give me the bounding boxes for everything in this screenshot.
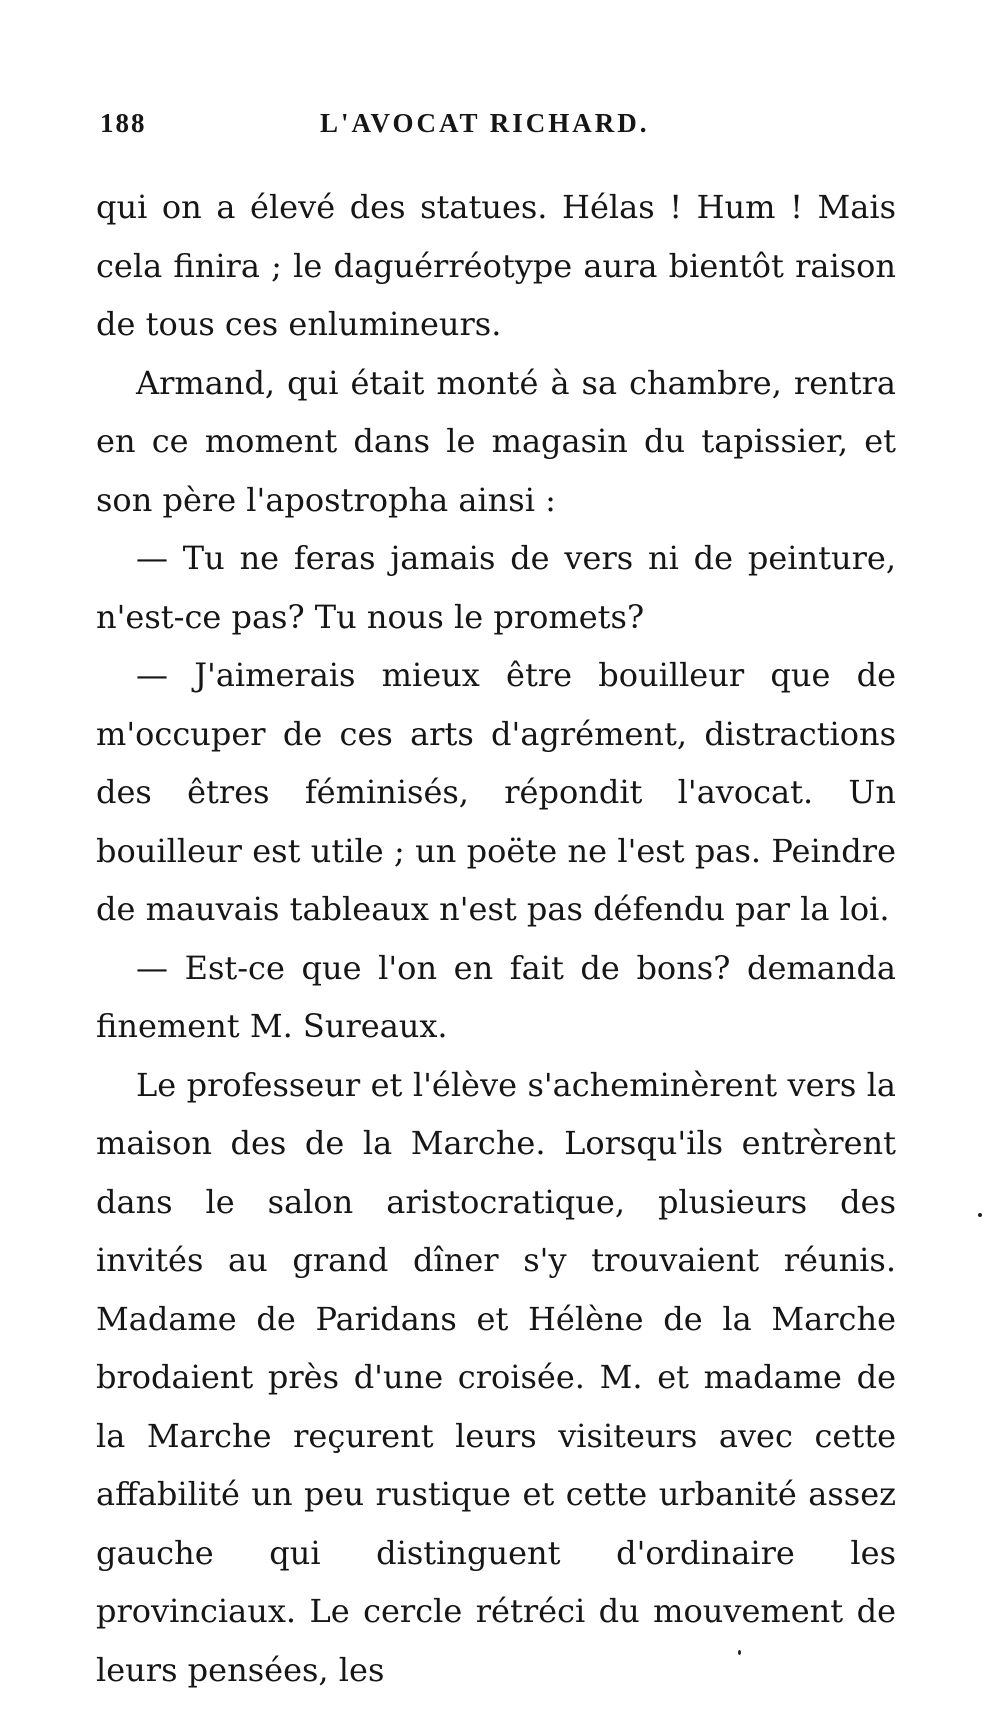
page-header (100, 108, 900, 148)
body-text (96, 178, 896, 1699)
paragraph-continuation: qui on a élevé des statues. Hélas ! Hum ! Mais cela finira ; le daguérréotype aura bientôt raison de tous ces enlumineurs. (96, 188, 896, 343)
running-title: L'AVOCAT RICHARD. (320, 108, 650, 138)
ink-speck (738, 1650, 741, 1655)
page-number: 188 (100, 108, 147, 138)
dialogue-line-sureaux: — Est-ce que l'on en fait de bons? demanda finement M. Sureaux. (96, 948, 896, 1045)
paragraph-salon: Le professeur et l'élève s'acheminèrent vers la maison des de la Marche. Lorsqu'ils entrèrent dans le salon aristocratique, plusieurs des invités au grand dîner s'y trouvaient réunis. Madame de Paridans et Hélène de la Marche brodaient près d'une croisée. M. et madame de la Marche reçurent leurs visiteurs avec cette affabilité un peu rustique et cette urbanité assez gauche qui distinguent d'ordinaire les provinciaux. Le cercle rétréci du mouvement de leurs pensées, les (96, 1065, 896, 1689)
ink-speck (978, 1213, 982, 1217)
dialogue-line-armand: — J'aimerais mieux être bouilleur que de m'occuper de ces arts d'agrément, distractions des êtres féminisés, répondit l'avocat. Un bouilleur est utile ; un poëte ne l'est pas. Peindre de mauvais tableaux n'est pas défendu par la loi. (96, 656, 896, 928)
dialogue-line-father: — Tu ne feras jamais de vers ni de peinture, n'est-ce pas? Tu nous le promets? (96, 539, 896, 636)
paragraph-armand: Armand, qui était monté à sa chambre, rentra en ce moment dans le magasin du tapissier, et son père l'apostropha ainsi : (96, 363, 896, 519)
